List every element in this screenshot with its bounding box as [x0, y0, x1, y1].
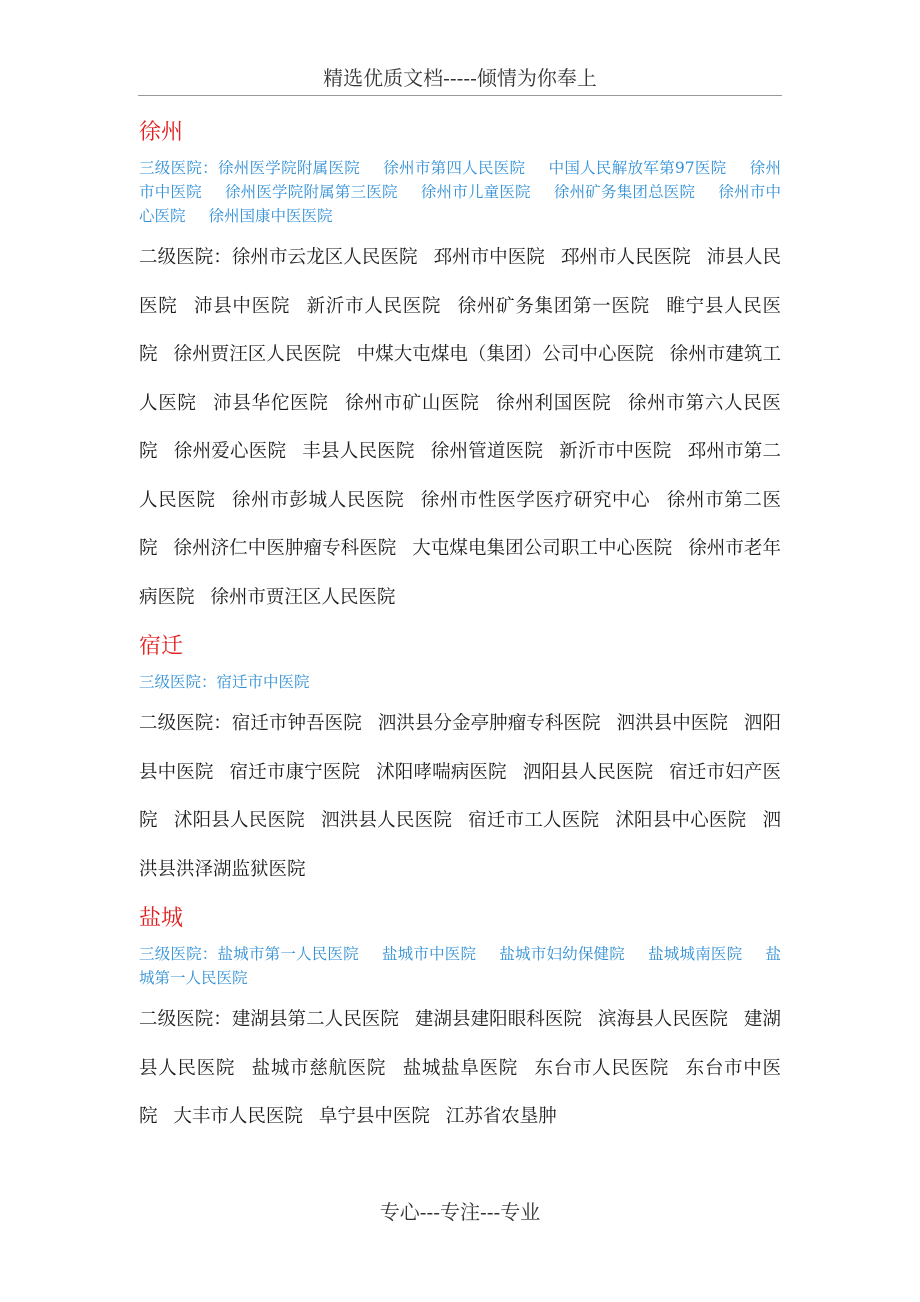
tier2-hospital: 泗洪县洪泽湖监狱医院 [139, 810, 781, 880]
tier2-hospital: 泗洪县中医院 [616, 713, 728, 734]
tier2-hospital: 睢宁县人民医院 [139, 295, 781, 365]
tier2-hospital: 泗阳县人民医院 [522, 761, 654, 783]
tier3-hospital: 盐城市妇幼保健院 [499, 945, 625, 963]
tier2-hospital: 盐城盐阜医院 [402, 1057, 518, 1079]
tier3-hospital-list [139, 156, 781, 228]
tier3-label: 三级医院： [139, 159, 218, 177]
tier2-hospital: 徐州市性医学医疗研究中心 [420, 489, 651, 511]
tier2-hospital-list [139, 996, 781, 1142]
city-heading: 盐城 [139, 906, 184, 931]
tier2-hospital: 大屯煤电集团公司职工中心医院 [412, 538, 673, 559]
tier2-hospital: 徐州矿务集团第一医院 [457, 295, 650, 317]
tier2-hospital: 大丰市人民医院 [173, 1106, 303, 1127]
tier2-hospital: 邳州市人民医院 [560, 247, 691, 268]
city-heading: 宿迁 [139, 634, 184, 659]
tier3-hospital: 盐城第一人民医院 [139, 945, 781, 987]
tier3-hospital: 徐州医学院附属医院 [217, 159, 361, 177]
tier2-hospital: 徐州市彭城人民医院 [232, 489, 405, 511]
tier3-hospital: 中国人民解放军第97医院 [548, 159, 727, 177]
tier2-hospital: 泗洪县人民医院 [321, 810, 453, 831]
tier3-hospital: 徐州市儿童医院 [420, 183, 531, 201]
tier2-hospital: 滨海县人民医院 [597, 1009, 728, 1030]
tier2-hospital: 江苏省农垦肿 [445, 1106, 557, 1127]
tier2-hospital: 盐城市慈航医院 [251, 1057, 387, 1079]
tier2-hospital: 徐州市贾汪区人民医院 [210, 586, 396, 608]
tier3-hospital: 徐州医学院附属第三医院 [224, 183, 398, 201]
tier2-hospital: 徐州市老年病医院 [139, 538, 781, 608]
tier2-hospital: 徐州市矿山医院 [345, 392, 480, 414]
header-divider [138, 95, 782, 96]
tier2-hospital: 沭阳县人民医院 [173, 810, 305, 831]
tier2-hospital: 邳州市第二人民医院 [139, 441, 781, 511]
tier2-hospital: 徐州市第六人民医院 [139, 392, 781, 462]
tier2-hospital: 泗阳县中医院 [139, 713, 781, 783]
tier2-hospital: 徐州贾汪区人民医院 [173, 344, 341, 365]
city-heading: 徐州 [139, 120, 184, 145]
tier2-hospital: 丰县人民医院 [302, 441, 415, 462]
tier3-hospital: 盐城市第一人民医院 [217, 945, 359, 963]
tier2-label: 二级医院： [139, 247, 232, 268]
tier2-hospital: 宿迁市钟吾医院 [231, 713, 362, 734]
tier2-hospital: 沛县中医院 [194, 295, 291, 317]
tier2-hospital: 徐州济仁中医肿瘤专科医院 [173, 538, 397, 559]
tier2-label: 二级医院： [139, 713, 232, 734]
tier2-hospital: 徐州市第二医院 [139, 489, 781, 559]
tier2-hospital: 沛县人民医院 [139, 247, 781, 317]
tier2-hospital-list [139, 700, 781, 894]
tier3-hospital: 盐城城南医院 [648, 945, 743, 963]
tier2-hospital: 新沂市中医院 [559, 441, 672, 462]
document-body [139, 110, 781, 1142]
tier2-hospital: 新沂市人民医院 [306, 295, 442, 317]
tier2-hospital: 宿迁市康宁医院 [229, 761, 361, 783]
tier2-hospital: 宿迁市妇产医院 [139, 761, 781, 831]
tier3-hospital-list [139, 942, 781, 990]
page-header: 精选优质文档-----倾情为你奉上 [323, 66, 597, 90]
tier2-hospital: 沭阳哮喘病医院 [376, 761, 507, 783]
tier2-hospital: 建湖县建阳眼科医院 [414, 1009, 583, 1030]
tier2-hospital: 东台市人民医院 [534, 1057, 670, 1079]
tier3-label: 三级医院： [139, 945, 218, 963]
tier3-hospital: 宿迁市中医院 [216, 673, 310, 691]
tier3-hospital: 徐州市第四人民医院 [383, 159, 526, 177]
tier2-hospital: 徐州市云龙区人民医院 [231, 247, 418, 268]
tier2-hospital: 徐州利国医院 [496, 392, 612, 414]
tier2-hospital: 泗洪县分金亭肿瘤专科医院 [377, 713, 601, 734]
page-footer: 专心---专注---专业 [379, 1200, 541, 1224]
tier2-hospital: 建湖县人民医院 [139, 1009, 781, 1079]
tier2-hospital: 阜宁县中医院 [318, 1106, 430, 1127]
tier3-label: 三级医院： [139, 673, 217, 691]
tier2-hospital: 东台市中医院 [139, 1057, 781, 1127]
tier2-hospital: 邳州市中医院 [433, 247, 545, 268]
tier3-hospital: 徐州国康中医医院 [208, 207, 333, 225]
tier3-hospital: 徐州市中医院 [139, 159, 781, 201]
tier3-hospital: 徐州市中心医院 [139, 183, 781, 225]
tier2-hospital: 宿迁市工人医院 [468, 810, 600, 831]
tier3-hospital-list [139, 670, 781, 694]
tier3-hospital: 盐城市中医院 [381, 945, 477, 963]
tier2-label: 二级医院： [139, 1009, 232, 1030]
tier2-hospital: 沛县华佗医院 [213, 392, 329, 414]
tier2-hospital: 徐州爱心医院 [173, 441, 287, 462]
tier2-hospital: 沭阳县中心医院 [615, 810, 747, 831]
tier2-hospital-list [139, 234, 781, 622]
tier2-hospital: 徐州市建筑工人医院 [139, 344, 781, 414]
tier2-hospital: 建湖县第二人民医院 [231, 1009, 399, 1030]
tier2-hospital: 徐州管道医院 [430, 441, 544, 462]
tier3-hospital: 徐州矿务集团总医院 [553, 183, 696, 201]
tier2-hospital: 中煤大屯煤电（集团）公司中心医院 [356, 344, 654, 365]
